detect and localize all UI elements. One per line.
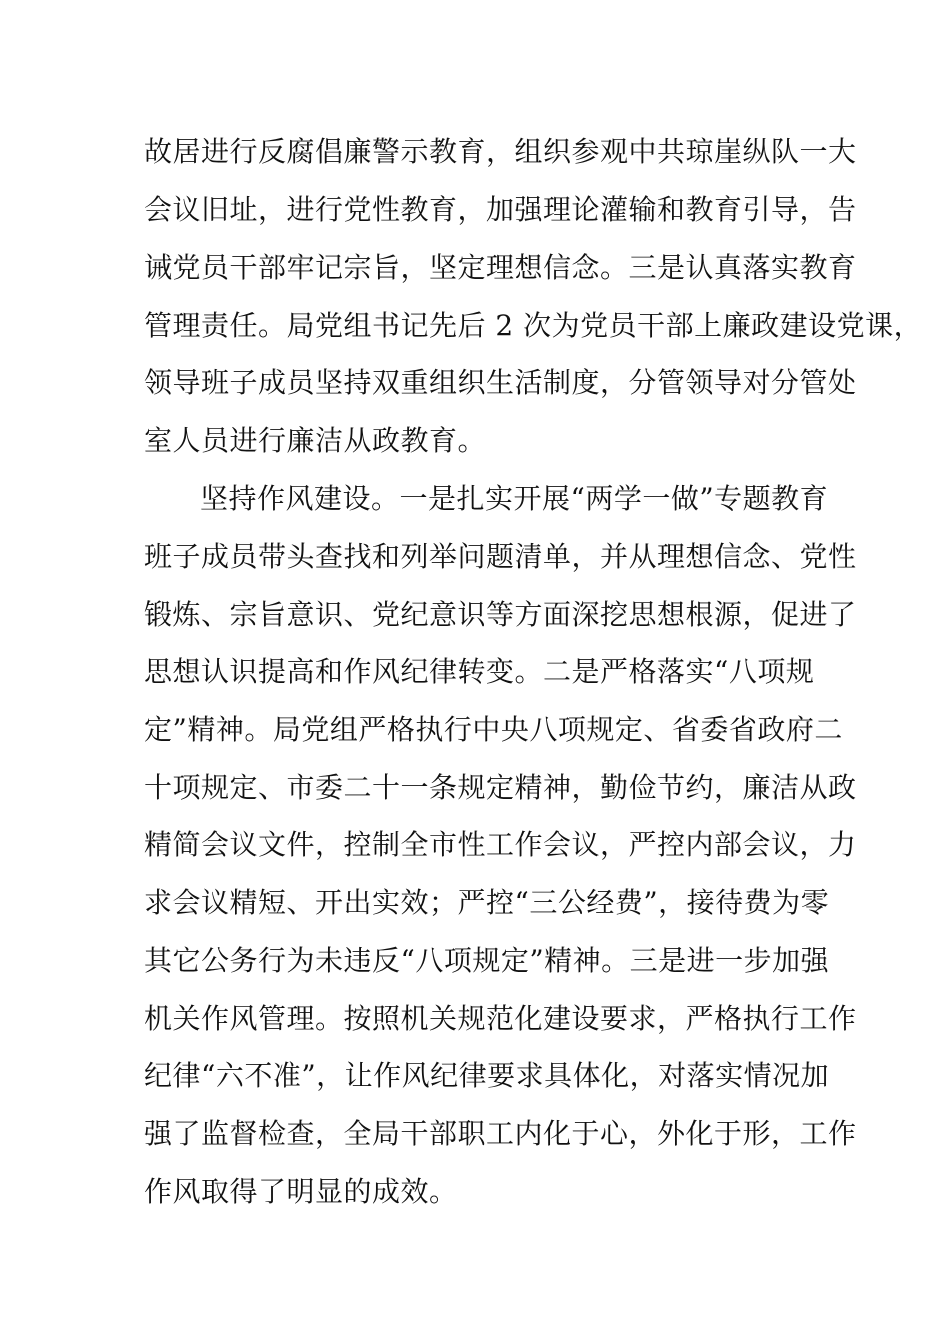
paragraph-line: 领导班子成员坚持双重组织生活制度，分管领导对分管处 <box>144 366 857 399</box>
paragraph-line: 思想认识提高和作风纪律转变。二是严格落实“八项规 <box>144 655 815 688</box>
paragraph-line: 求会议精短、开出实效；严控“三公经费”，接待费为零 <box>144 886 830 919</box>
paragraph-line: 作风取得了明显的成效。 <box>144 1175 458 1208</box>
paragraph-line: 定”精神。局党组严格执行中央八项规定、省委省政府二 <box>144 713 843 746</box>
paragraph-line: 机关作风管理。按照机关规范化建设要求，严格执行工作 <box>144 1002 857 1035</box>
paragraph-line: 十项规定、市委二十一条规定精神，勤俭节约，廉洁从政 <box>144 771 857 804</box>
paragraph-line: 诫党员干部牢记宗旨，坚定理想信念。三是认真落实教育 <box>144 251 857 284</box>
paragraph-line: 室人员进行廉洁从政教育。 <box>144 424 487 457</box>
paragraph-line: 纪律“六不准”，让作风纪律要求具体化，对落实情况加 <box>144 1059 830 1092</box>
paragraph-line: 坚持作风建设。一是扎实开展“两学一做”专题教育 <box>200 482 829 515</box>
paragraph-line: 会议旧址，进行党性教育，加强理论灌输和教育引导，告 <box>144 193 857 226</box>
paragraph-line: 精简会议文件，控制全市性工作会议，严控内部会议，力 <box>144 828 857 861</box>
paragraph-line: 班子成员带头查找和列举问题清单，并从理想信念、党性 <box>144 540 857 573</box>
paragraph-line: 锻炼、宗旨意识、党纪意识等方面深挖思想根源，促进了 <box>144 598 857 631</box>
paragraph-line: 强了监督检查，全局干部职工内化于心，外化于形，工作 <box>144 1117 857 1150</box>
paragraph-line: 其它公务行为未违反“八项规定”精神。三是进一步加强 <box>144 944 830 977</box>
paragraph-line: 管理责任。局党组书记先后 2 次为党员干部上廉政建设党课， <box>144 309 923 342</box>
paragraph-line: 故居进行反腐倡廉警示教育，组织参观中共琼崖纵队一大 <box>144 135 857 168</box>
